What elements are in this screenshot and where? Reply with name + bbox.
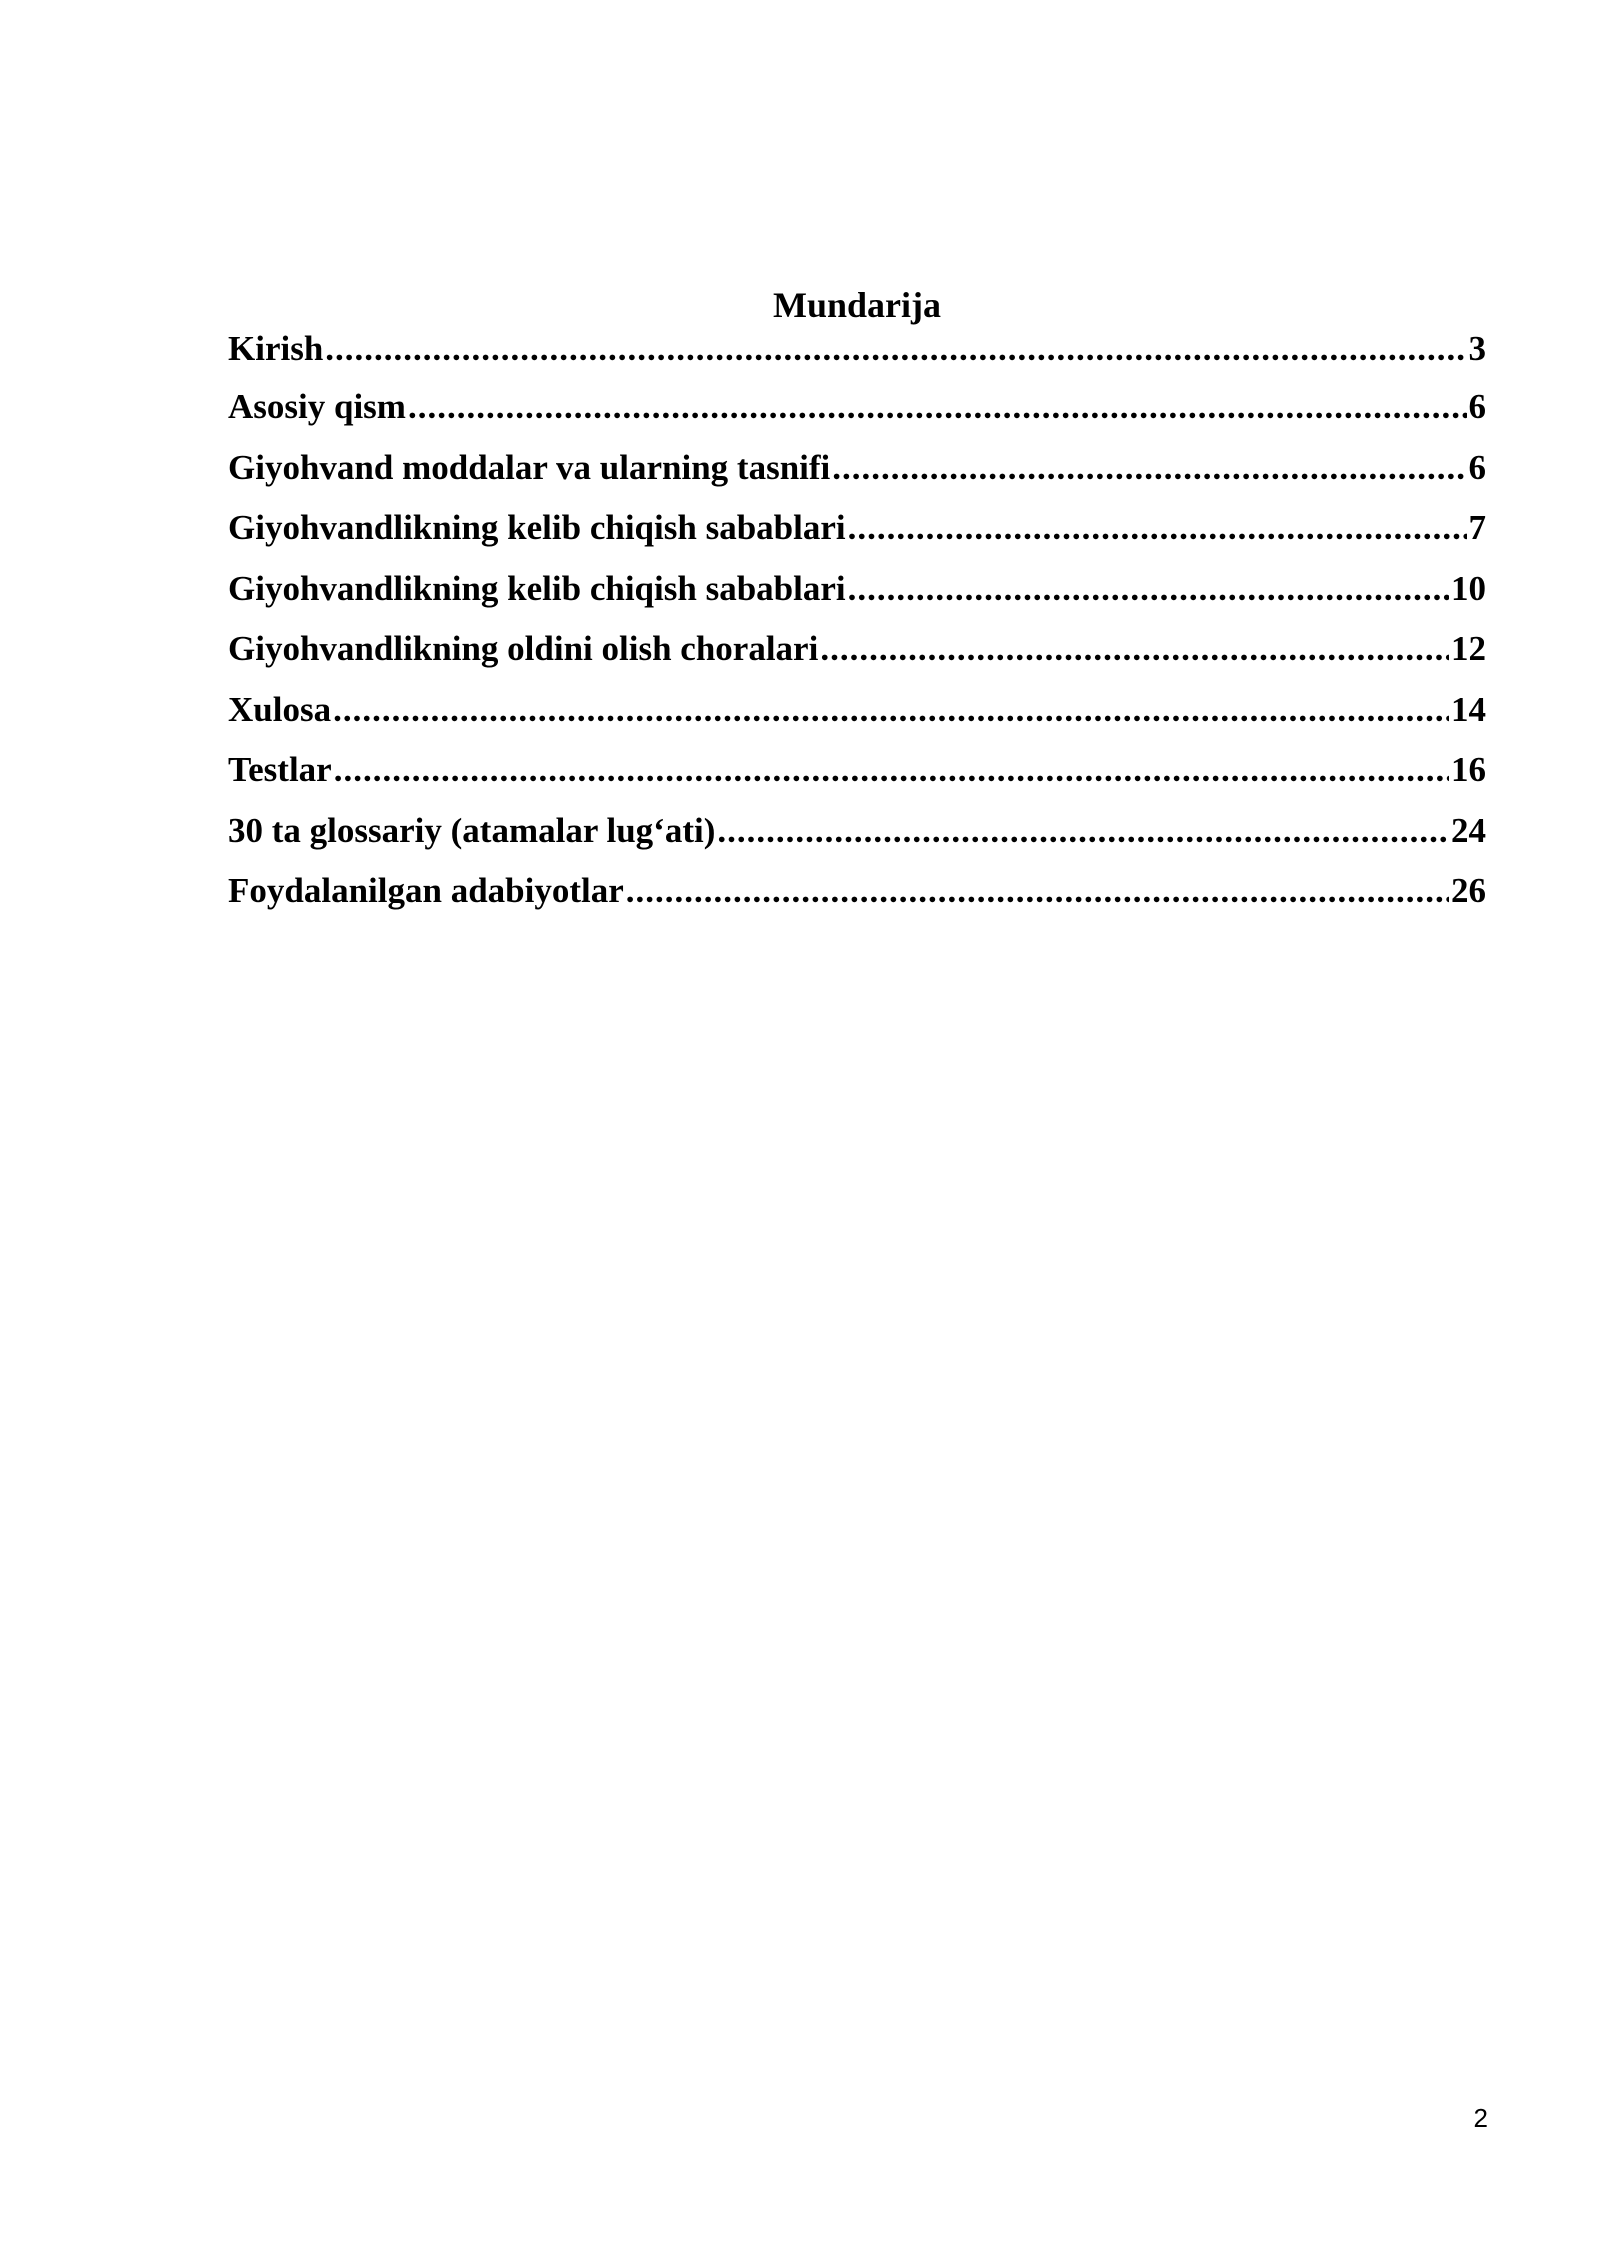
toc-dot-leader xyxy=(408,385,1467,429)
toc-entry-label: 30 ta glossariy (atamalar lug‘ati) xyxy=(228,810,716,850)
toc-entry-label: Testlar xyxy=(228,750,332,789)
toc-title: Mundarija xyxy=(772,285,941,325)
toc-entry-testlar[interactable] xyxy=(228,748,1486,809)
toc-entry-label: Giyohvandlikning oldini olish choralari xyxy=(228,629,819,668)
toc-list xyxy=(228,327,1486,930)
toc-dot-leader xyxy=(626,869,1449,913)
toc-entry-label: Asosiy qism xyxy=(228,387,406,426)
toc-entry-page: 12 xyxy=(1451,629,1486,668)
toc-entry-label: Giyohvandlikning kelib chiqish sabablari xyxy=(228,568,846,608)
toc-entry-giyohvand-moddalar[interactable] xyxy=(228,446,1486,507)
toc-entry-page: 14 xyxy=(1451,689,1486,729)
toc-dot-leader xyxy=(820,627,1449,671)
page-number: 2 xyxy=(1473,2103,1488,2133)
toc-entry-kelib-chiqish-1[interactable] xyxy=(228,506,1486,567)
toc-entry-page: 16 xyxy=(1451,750,1486,789)
toc-entry-kelib-chiqish-2[interactable] xyxy=(228,567,1486,628)
toc-entry-page: 3 xyxy=(1468,329,1486,368)
toc-dot-leader xyxy=(325,327,1466,371)
toc-entry-page: 26 xyxy=(1451,871,1486,910)
toc-entry-asosiy-qism[interactable] xyxy=(228,385,1486,446)
toc-entry-label: Giyohvandlikning kelib chiqish sabablari xyxy=(228,508,846,547)
toc-entry-page: 6 xyxy=(1468,387,1486,426)
toc-dot-leader xyxy=(717,809,1449,853)
toc-dot-leader xyxy=(334,748,1449,792)
table-of-contents xyxy=(228,283,1486,930)
toc-dot-leader xyxy=(848,506,1467,550)
toc-entry-xulosa[interactable] xyxy=(228,688,1486,749)
toc-entry-oldini-olish[interactable] xyxy=(228,627,1486,688)
toc-dot-leader xyxy=(848,567,1449,611)
toc-entry-glossariy[interactable] xyxy=(228,809,1486,870)
toc-entry-label: Xulosa xyxy=(228,689,332,729)
toc-entry-page: 24 xyxy=(1451,810,1486,850)
toc-dot-leader xyxy=(333,688,1449,732)
toc-entry-adabiyotlar[interactable] xyxy=(228,869,1486,930)
toc-entry-label: Kirish xyxy=(228,329,324,368)
toc-entry-label: Giyohvand moddalar va ularning tasnifi xyxy=(228,447,831,487)
toc-entry-page: 7 xyxy=(1468,508,1486,547)
toc-entry-label: Foydalanilgan adabiyotlar xyxy=(228,871,624,910)
toc-entry-page: 6 xyxy=(1468,447,1486,487)
toc-entry-page: 10 xyxy=(1451,568,1486,608)
toc-dot-leader xyxy=(832,446,1466,490)
toc-entry-kirish[interactable] xyxy=(228,327,1486,385)
